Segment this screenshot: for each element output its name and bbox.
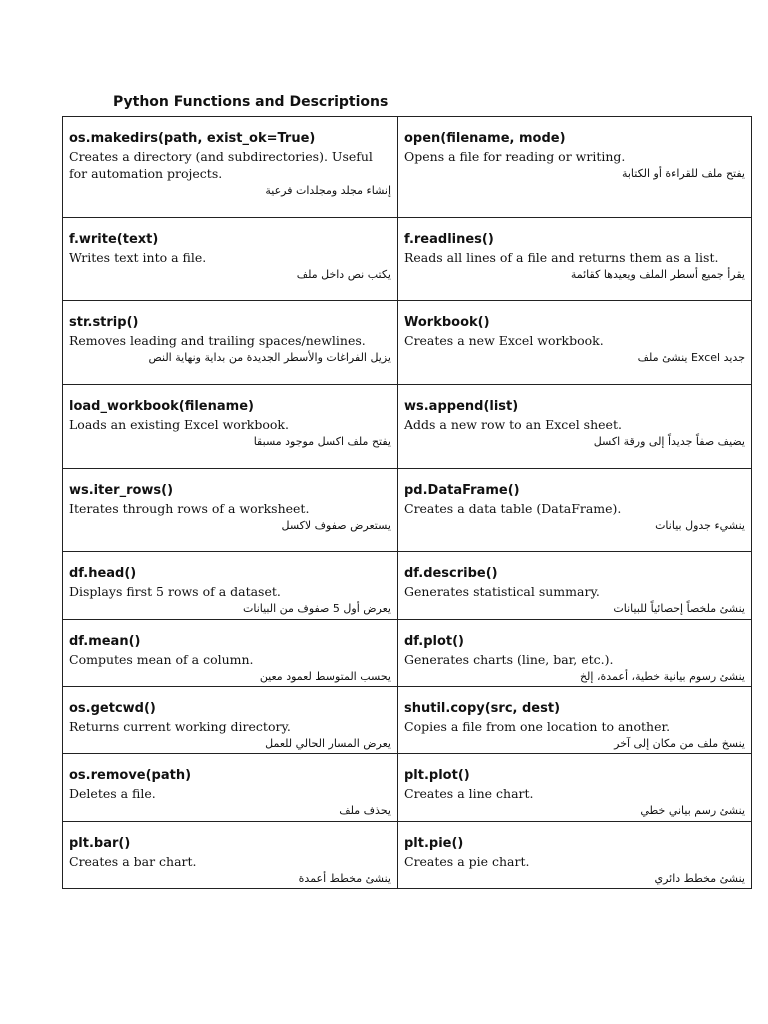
function-description: Removes leading and trailing spaces/newlines.: [69, 333, 366, 348]
table-row: [63, 218, 752, 301]
function-cell: [63, 301, 398, 385]
function-cell: [398, 469, 752, 552]
function-name: plt.bar(): [69, 836, 131, 851]
table-row: [63, 469, 752, 552]
function-cell: [398, 754, 752, 822]
function-name: os.makedirs(path, exist_ok=True): [69, 131, 316, 146]
function-description: Creates a new Excel workbook.: [404, 333, 604, 348]
function-name: plt.pie(): [404, 836, 464, 851]
function-description: Creates a directory (and subdirectories). Useful for automation projects.: [69, 149, 373, 181]
function-description-arabic: يستعرض صفوف لاكسل: [281, 519, 391, 532]
function-cell: [63, 822, 398, 889]
function-name: f.readlines(): [404, 232, 494, 247]
function-description-arabic: ينشئ مخطط أعمدة: [298, 872, 391, 885]
function-description-arabic: إنشاء مجلد ومجلدات فرعية: [265, 184, 391, 197]
function-description: Iterates through rows of a worksheet.: [69, 501, 310, 516]
function-description-arabic: ينسخ ملف من مكان إلى آخر: [614, 737, 745, 750]
table-row: [63, 552, 752, 620]
function-cell: [63, 552, 398, 620]
function-description-arabic: ينشئ مخطط دائري: [654, 872, 745, 885]
function-description-arabic: يفتح ملف اكسل موجود مسبقا: [253, 435, 391, 448]
function-cell: [63, 687, 398, 754]
function-description: Adds a new row to an Excel sheet.: [404, 417, 622, 432]
function-description: Deletes a file.: [69, 786, 156, 801]
function-description-arabic: يقرأ جميع أسطر الملف ويعيدها كقائمة: [570, 268, 745, 281]
function-description: Creates a bar chart.: [69, 854, 197, 869]
function-cell: [398, 620, 752, 687]
function-name: ws.iter_rows(): [69, 483, 174, 498]
function-cell: [398, 385, 752, 469]
function-description: Generates statistical summary.: [404, 584, 600, 599]
function-description: Writes text into a file.: [69, 250, 207, 265]
function-name: plt.plot(): [404, 768, 470, 783]
function-cell: [398, 117, 752, 218]
function-cell: [63, 117, 398, 218]
function-description-arabic: ينشئ رسم بياني خطي: [640, 804, 745, 817]
function-name: df.describe(): [404, 566, 498, 581]
function-name: df.plot(): [404, 634, 464, 649]
function-cell: [398, 218, 752, 301]
function-name: os.remove(path): [69, 768, 192, 783]
function-description-arabic: جديد Excel ينشئ ملف: [637, 351, 745, 364]
function-name: open(filename, mode): [404, 131, 566, 146]
function-cell: [398, 822, 752, 889]
function-description-arabic: يحسب المتوسط لعمود معين: [259, 670, 391, 683]
function-description: Creates a data table (DataFrame).: [404, 501, 622, 516]
function-description-arabic: يحذف ملف: [339, 804, 391, 817]
function-description: Computes mean of a column.: [69, 652, 254, 667]
function-name: df.head(): [69, 566, 137, 581]
function-cell: [63, 620, 398, 687]
table-row: [63, 385, 752, 469]
function-description: Creates a pie chart.: [404, 854, 530, 869]
page-title: Python Functions and Descriptions: [113, 94, 389, 110]
function-name: ws.append(list): [404, 399, 519, 414]
function-description-arabic: يفتح ملف للقراءة أو الكتابة: [621, 167, 745, 180]
table-row: [63, 117, 752, 218]
function-description-arabic: ينشئ ملخصاً إحصائياً للبيانات: [613, 602, 745, 615]
table-row: [63, 822, 752, 889]
function-name: pd.DataFrame(): [404, 483, 520, 498]
function-name: shutil.copy(src, dest): [404, 701, 561, 716]
function-description: Opens a file for reading or writing.: [404, 149, 626, 164]
function-cell: [63, 754, 398, 822]
table-row: [63, 301, 752, 385]
function-description-arabic: يعرض أول 5 صفوف من البيانات: [242, 602, 391, 615]
function-description: Generates charts (line, bar, etc.).: [404, 652, 614, 667]
function-cell: [63, 385, 398, 469]
function-name: f.write(text): [69, 232, 159, 247]
function-description-arabic: يضيف صفاً جديداً إلى ورقة اكسل: [593, 435, 745, 448]
table-row: [63, 687, 752, 754]
function-description: Loads an existing Excel workbook.: [69, 417, 289, 432]
function-name: df.mean(): [69, 634, 141, 649]
function-name: load_workbook(filename): [69, 399, 254, 414]
function-description: Creates a line chart.: [404, 786, 534, 801]
function-name: Workbook(): [404, 315, 490, 330]
function-description-arabic: ينشيء جدول بيانات: [655, 519, 745, 532]
function-cell: [63, 218, 398, 301]
function-name: str.strip(): [69, 315, 139, 330]
function-description-arabic: يكتب نص داخل ملف: [296, 268, 391, 281]
table-row: [63, 754, 752, 822]
function-description-arabic: يعرض المسار الحالي للعمل: [265, 737, 391, 750]
function-description-arabic: ينشئ رسوم بيانية خطية، أعمدة، إلخ: [579, 670, 745, 683]
function-description: Copies a file from one location to another.: [404, 719, 671, 734]
function-name: os.getcwd(): [69, 701, 156, 716]
functions-table: [62, 116, 752, 889]
function-cell: [398, 301, 752, 385]
function-description: Reads all lines of a file and returns them as a list.: [404, 250, 719, 265]
function-description: Displays first 5 rows of a dataset.: [69, 584, 281, 599]
function-cell: [63, 469, 398, 552]
function-cell: [398, 687, 752, 754]
function-description-arabic: يزيل الفراغات والأسطر الجديدة من بداية ونهاية النص: [148, 351, 391, 364]
function-cell: [398, 552, 752, 620]
function-description: Returns current working directory.: [69, 719, 291, 734]
table-row: [63, 620, 752, 687]
